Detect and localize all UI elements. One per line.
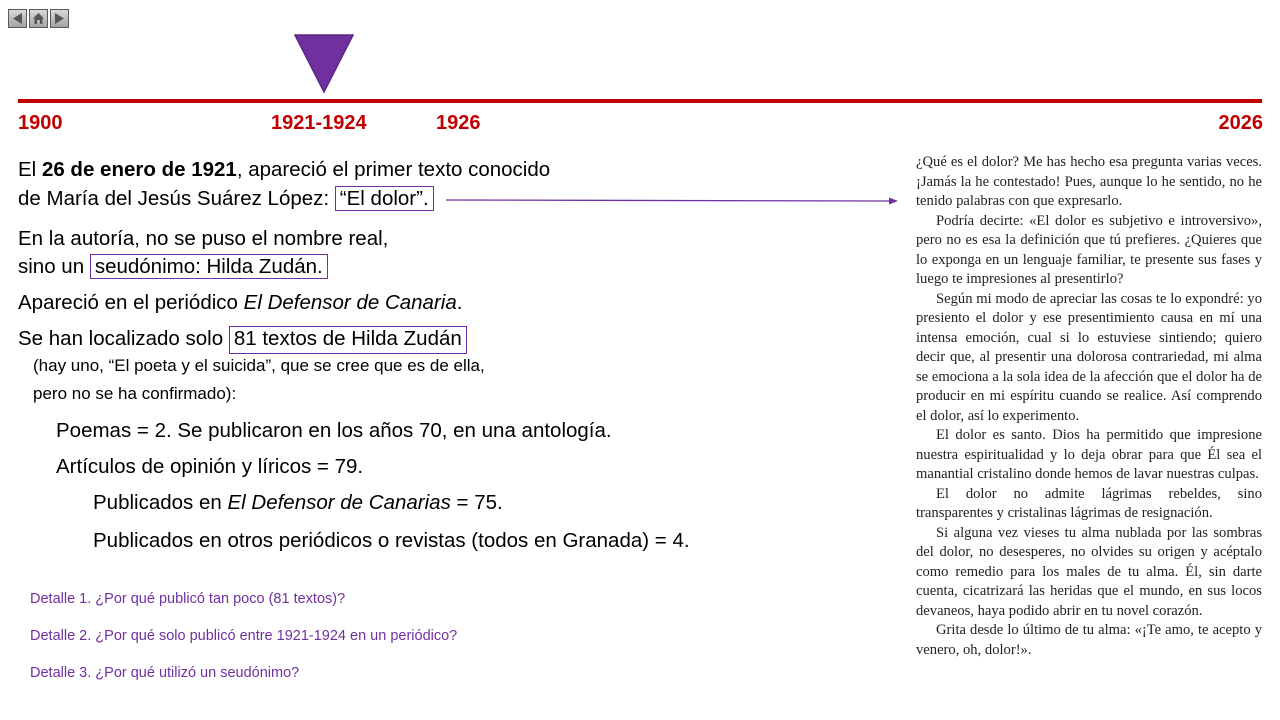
date-highlight: 26 de enero de 1921 xyxy=(41,158,237,181)
text-segment: Publicados en xyxy=(93,491,228,514)
text-segment: , apareció el primer texto conocido xyxy=(236,158,551,181)
text-line-note-1: (hay uno, “El poeta y el suicida”, que se cree que es de ella, xyxy=(33,356,485,375)
texts-count-box[interactable]: 81 textos de Hilda Zudán xyxy=(229,326,467,354)
timeline-label-1926: 1926 xyxy=(436,112,481,134)
arrow-connector xyxy=(446,195,900,207)
newspaper-title: El Defensor de Canaria xyxy=(243,291,457,314)
timeline-label-2026: 2026 xyxy=(1218,112,1263,134)
pseudonym-box[interactable]: seudónimo: Hilda Zudán. xyxy=(90,254,328,279)
text-line-texts-count xyxy=(18,326,467,352)
text-clipping-el-dolor xyxy=(916,153,1262,660)
title-el-dolor-box[interactable]: “El dolor”. xyxy=(335,186,434,211)
text-segment: de María del Jesús Suárez López: xyxy=(18,187,335,210)
text-line-defensor xyxy=(93,490,503,516)
text-line-first-text xyxy=(18,157,550,183)
text-line-authorship: En la autoría, no se puso el nombre real, xyxy=(18,227,389,250)
text-line-poems: Poemas = 2. Se publicaron en los años 70, en una antología. xyxy=(56,419,612,442)
timeline-marker-icon xyxy=(294,34,354,94)
clipping-paragraph: El dolor no admite lágrimas rebeldes, sino transparentes y cristalinas lágrimas de resignación. xyxy=(916,485,1262,521)
triangle-right-icon xyxy=(53,12,66,25)
detail-link-3[interactable]: Detalle 3. ¿Por qué utilizó un seudónimo? xyxy=(30,665,300,681)
text-segment: . xyxy=(456,291,463,314)
timeline-label-1900: 1900 xyxy=(18,112,63,134)
home-button[interactable] xyxy=(29,9,48,28)
text-line-articles: Artículos de opinión y líricos = 79. xyxy=(56,455,364,478)
clipping-paragraph: Según mi modo de apreciar las cosas te lo expondré: yo presiento el dolor y ese presentimiento causa en mí una intensa emoción, cual si lo estuviese sintiendo; quiero decir que, al presentir una dolorosa contrariedad, mi alma se emociona a la sola idea de la afección que el dolor ha de producir en mi espíritu cuando se realice. Así comprendo el dolor, así lo experimento. xyxy=(916,290,1262,424)
text-segment: = 75. xyxy=(450,491,503,514)
text-segment: Apareció en el periódico xyxy=(18,291,244,314)
home-icon xyxy=(32,12,45,25)
timeline-axis xyxy=(18,99,1262,103)
text-line-pseudonym xyxy=(18,254,328,280)
clipping-paragraph: Grita desde lo último de tu alma: «¡Te amo, te acepto y venero, oh, dolor!». xyxy=(916,622,1262,658)
text-segment: sino un xyxy=(18,255,90,278)
clipping-paragraph: Si alguna vez vieses tu alma nublada por las sombras del dolor, no desesperes, no olvides su origen y acéptalo como remedio para los males de tu alma. Él, sin darte cuenta, cicatrizará las heridas que el mundo, en sus locos devaneos, haya podido abrir en tu novel corazón. xyxy=(916,524,1262,619)
text-line-note-2: pero no se ha confirmado): xyxy=(33,384,237,403)
text-segment: El xyxy=(18,158,42,181)
text-line-newspaper xyxy=(18,290,462,316)
text-segment: Se han localizado solo xyxy=(18,327,229,350)
clipping-paragraph: ¿Qué es el dolor? Me has hecho esa pregunta varias veces. ¡Jamás la he contestado! Pues, aunque lo he sentido, no he tenido palabras con que expresarlo. xyxy=(916,154,1262,209)
triangle-left-icon xyxy=(11,12,24,25)
newspaper-title: El Defensor de Canarias xyxy=(227,491,451,514)
clipping-paragraph: El dolor es santo. Dios ha permitido que impresione nuestra espiritualidad y lo deja obrar para que Él sea el manantial cristalino donde hemos de lavar nuestras culpas. xyxy=(916,427,1262,482)
clipping-paragraph: Podría decirte: «El dolor es subjetivo e introversivo», pero no es esa la definición que tú prefieres. ¿Quieres que lo exponga en un lenguaje familiar, te presente sus fases y luego te impresiones al presentirlo? xyxy=(916,212,1262,287)
forward-button[interactable] xyxy=(50,9,69,28)
timeline-label-1921-1924: 1921-1924 xyxy=(271,112,367,134)
detail-link-2[interactable]: Detalle 2. ¿Por qué solo publicó entre 1921-1924 en un periódico? xyxy=(30,628,458,644)
back-button[interactable] xyxy=(8,9,27,28)
detail-link-1[interactable]: Detalle 1. ¿Por qué publicó tan poco (81 textos)? xyxy=(30,591,346,607)
nav-bar xyxy=(8,9,69,28)
text-line-author xyxy=(18,186,434,212)
text-line-other-periodicals: Publicados en otros periódicos o revistas (todos en Granada) = 4. xyxy=(93,529,690,552)
